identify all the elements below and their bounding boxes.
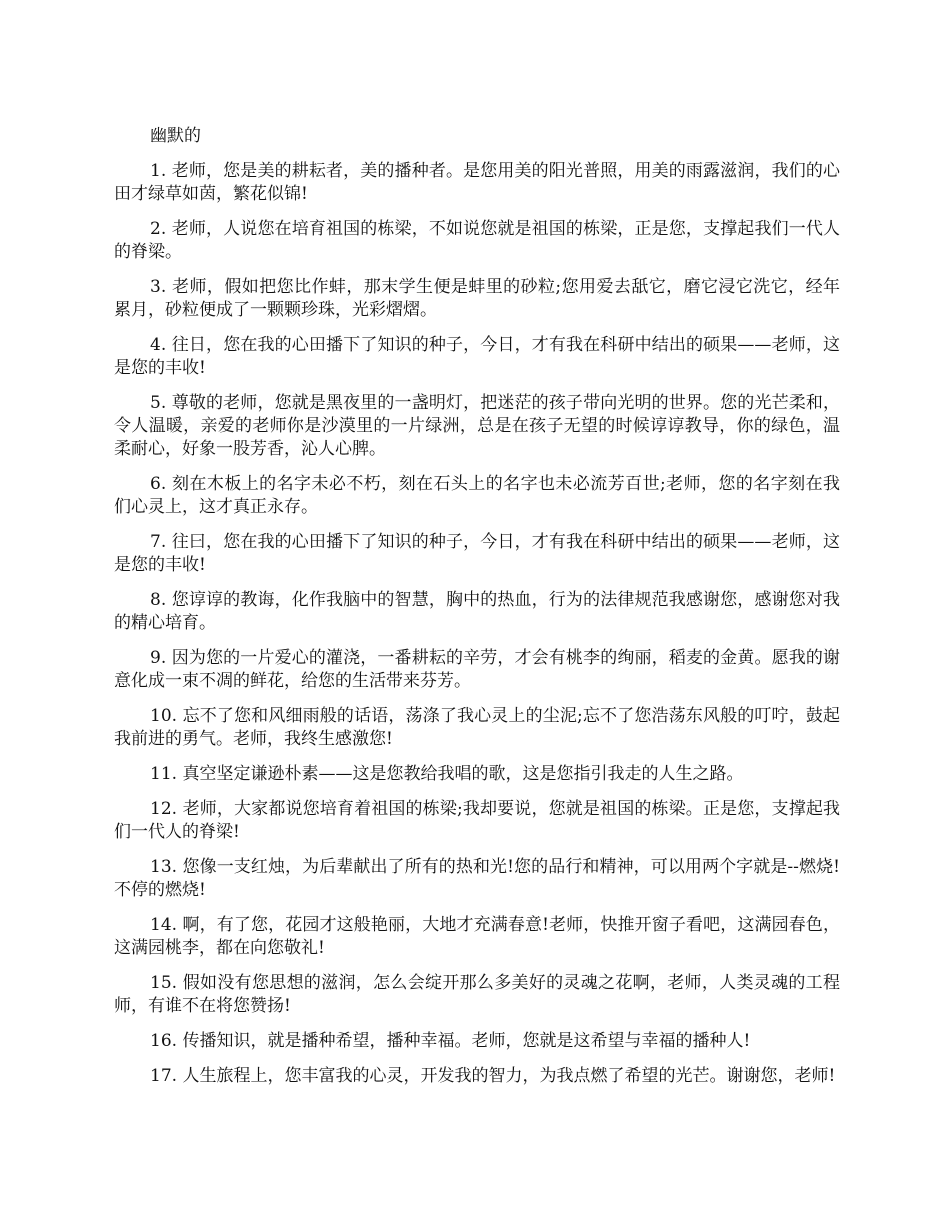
- paragraph-16: 16. 传播知识，就是播种希望，播种幸福。老师，您就是这希望与幸福的播种人!: [150, 1031, 751, 1051]
- paragraph-1: 1. 老师，您是美的耕耘者，美的播种者。是您用美的阳光普照，用美的雨露滋润，我们的心田才绿草如茵，繁花似锦!: [114, 161, 840, 204]
- paragraph-11: 11. 真空坚定谦逊朴素——这是您教给我唱的歌，这是您指引我走的人生之路。: [150, 764, 744, 784]
- paragraph-8: 8. 您谆谆的教诲，化作我脑中的智慧，胸中的热血，行为的法律规范我感谢您，感谢您对我的精心培育。: [114, 590, 840, 633]
- paragraph-9: 9. 因为您的一片爱心的灌浇，一番耕耘的辛劳，才会有桃李的绚丽，稻麦的金黄。愿我的谢意化成一束不凋的鲜花，给您的生活带来芬芳。: [114, 648, 840, 691]
- paragraph-17: 17. 人生旅程上，您丰富我的心灵，开发我的智力，为我点燃了希望的光芒。谢谢您，老师!: [150, 1066, 836, 1086]
- paragraph-3: 3. 老师，假如把您比作蚌，那末学生便是蚌里的砂粒;您用爱去舐它，磨它浸它洗它，经年累月，砂粒便成了一颗颗珍珠，光彩熠熠。: [114, 277, 840, 320]
- document-heading: 幽默的: [150, 126, 201, 146]
- paragraph-12: 12. 老师，大家都说您培育着祖国的栋梁;我却要说，您就是祖国的栋梁。正是您，支撑起我们一代人的脊梁!: [114, 799, 840, 842]
- document-page: [114, 124, 840, 1100]
- paragraph-5: 5. 尊敬的老师，您就是黑夜里的一盏明灯，把迷茫的孩子带向光明的世界。您的光芒柔和，令人温暖，亲爱的老师你是沙漠里的一片绿洲，总是在孩子无望的时候谆谆教导，你的绿色，温柔耐心，好象一股芳香，沁人心脾。: [114, 393, 840, 459]
- paragraph-14: 14. 啊，有了您，花园才这般艳丽，大地才充满春意!老师，快推开窗子看吧，这满园春色，这满园桃李，都在向您敬礼!: [114, 915, 840, 958]
- paragraph-13: 13. 您像一支红烛，为后辈献出了所有的热和光!您的品行和精神，可以用两个字就是--燃烧!不停的燃烧!: [114, 857, 840, 900]
- paragraph-4: 4. 往日，您在我的心田播下了知识的种子，今日，才有我在科研中结出的硕果——老师，这是您的丰收!: [114, 335, 840, 378]
- paragraph-6: 6. 刻在木板上的名字未必不朽，刻在石头上的名字也未必流芳百世;老师，您的名字刻在我们心灵上，这才真正永存。: [114, 474, 840, 517]
- paragraph-15: 15. 假如没有您思想的滋润，怎么会绽开那么多美好的灵魂之花啊，老师，人类灵魂的工程师，有谁不在将您赞扬!: [114, 973, 840, 1016]
- paragraph-2: 2. 老师，人说您在培育祖国的栋梁，不如说您就是祖国的栋梁，正是您，支撑起我们一代人的脊梁。: [114, 219, 840, 262]
- paragraph-10: 10. 忘不了您和风细雨般的话语，荡涤了我心灵上的尘泥;忘不了您浩荡东风般的叮咛，鼓起我前进的勇气。老师，我终生感激您!: [114, 706, 840, 749]
- paragraph-7: 7. 往曰，您在我的心田播下了知识的种子，今日，才有我在科研中结出的硕果——老师，这是您的丰收!: [114, 532, 840, 575]
